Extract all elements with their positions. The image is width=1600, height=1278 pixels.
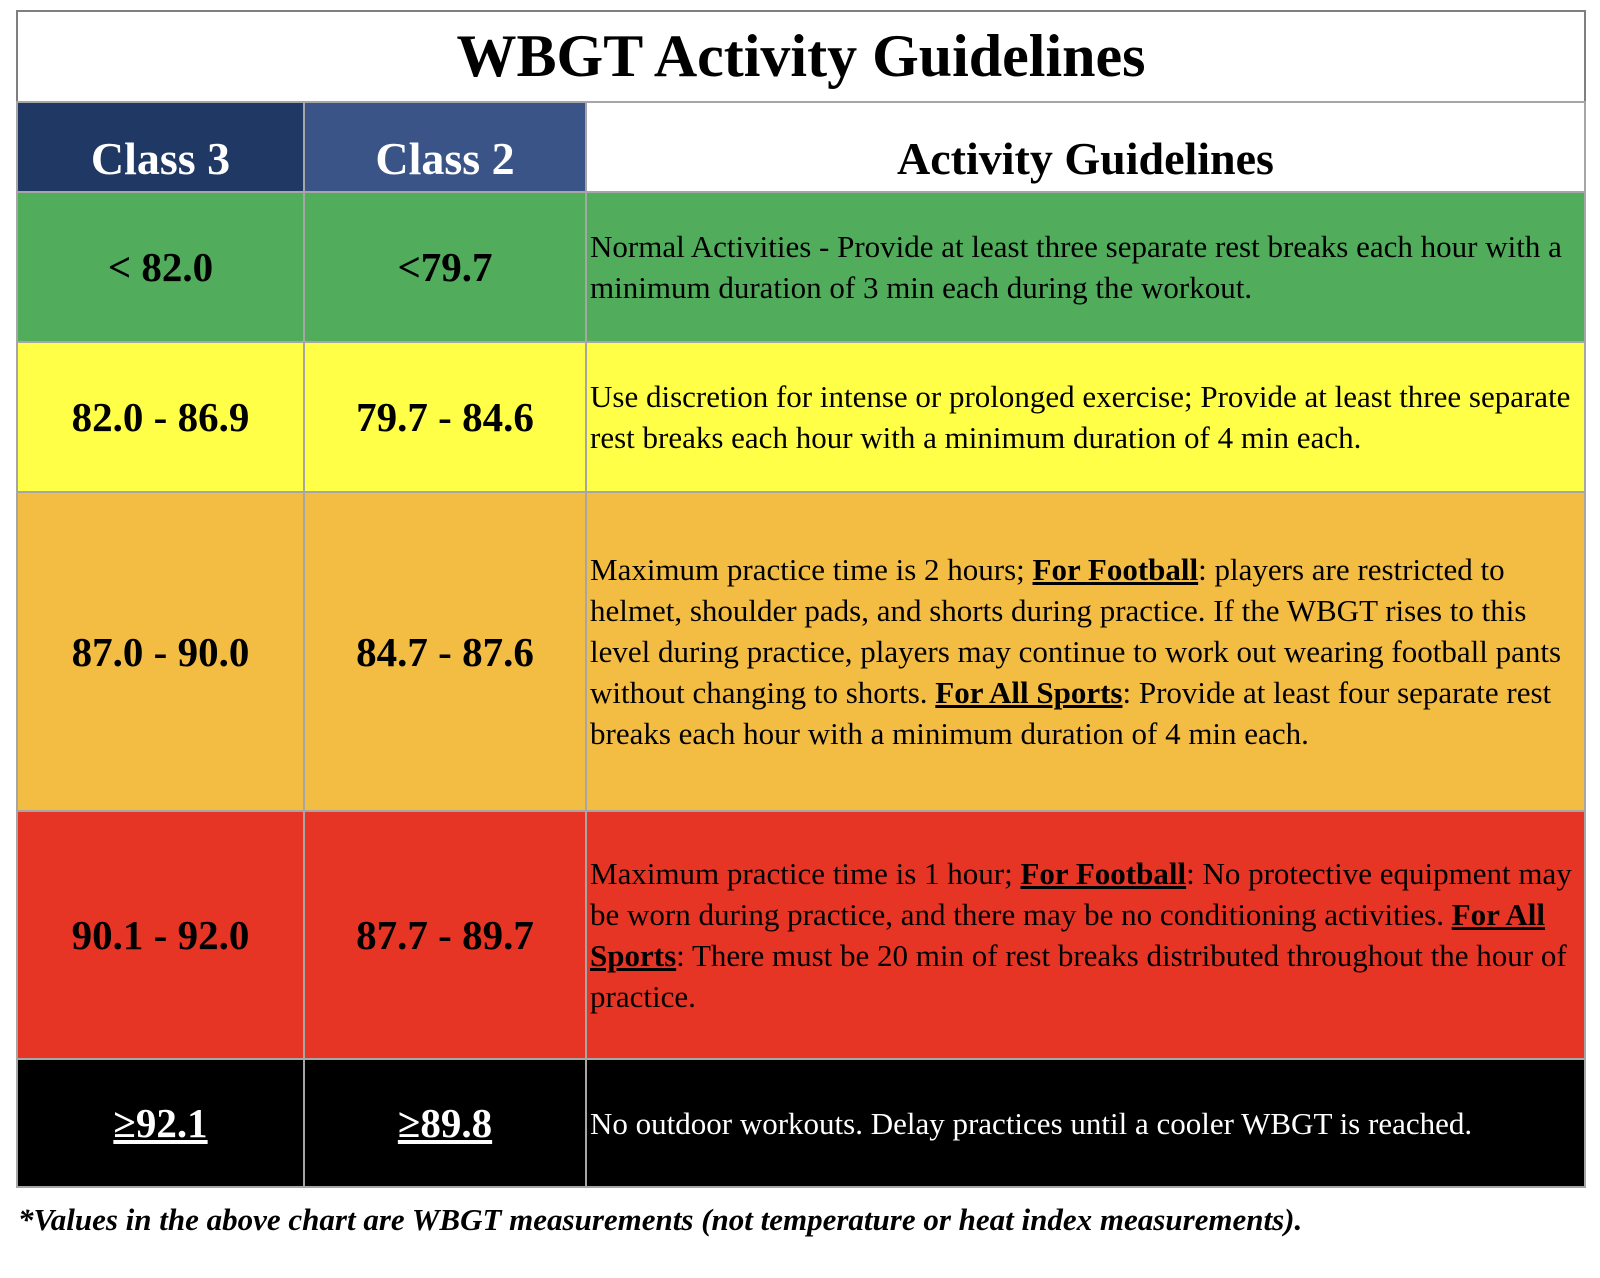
class2-header-label: Class 2 [375,133,515,184]
guideline-text: No outdoor workouts. Delay practices until a cooler WBGT is reached. [590,1105,1473,1141]
table-row [17,1059,1585,1187]
activity-guideline [586,492,1585,811]
activity-guideline [586,1059,1585,1187]
table-row [17,342,1585,492]
activity-header [586,102,1585,192]
activity-header-label: Activity Guidelines [897,133,1274,184]
guidelines-sheet [16,10,1584,1188]
class3-header [17,102,304,192]
header-row [17,102,1585,192]
guideline-text: Normal Activities - Provide at least three separate rest breaks each hour with a minimum duration of 3 min each during the workout. [590,229,1562,305]
guidelines-table [16,10,1586,1188]
class2-value: <79.7 [304,192,586,342]
table-row [17,192,1585,342]
guideline-text: Maximum practice time is 1 hour; [590,856,1021,891]
class3-value: 90.1 - 92.0 [17,811,304,1059]
class2-value: 84.7 - 87.6 [304,492,586,811]
class3-value-text: ≥92.1 [113,1100,208,1146]
guideline-emphasis-football: For Football [1020,856,1187,891]
class2-header [304,102,586,192]
guideline-emphasis-football: For Football [1032,552,1199,587]
class2-value: 87.7 - 89.7 [304,811,586,1059]
guideline-text: : No protective equipment may be worn during practice, and there may be no conditioning activities. [590,856,1572,932]
table-row [17,492,1585,811]
activity-guideline [586,811,1585,1059]
guideline-emphasis-all-sports: For All Sports [590,897,1545,973]
guideline-text: Use discretion for intense or prolonged exercise; Provide at least three separate rest breaks each hour with a minimum duration of 4 min each. [590,379,1571,455]
class2-value: 79.7 - 84.6 [304,342,586,492]
class2-value [304,1059,586,1187]
guideline-text: Maximum practice time is 2 hours; [590,552,1033,587]
guideline-text: : There must be 20 min of rest breaks distributed throughout the hour of practice. [590,938,1567,1014]
class3-value: 82.0 - 86.9 [17,342,304,492]
activity-guideline [586,342,1585,492]
class3-header-label: Class 3 [90,133,231,184]
class3-value [17,1059,304,1187]
title-row [17,11,1585,102]
footnote: *Values in the above chart are WBGT measurements (not temperature or heat index measurements). [18,1202,1303,1237]
guideline-emphasis-all-sports: For All Sports [935,675,1123,710]
class2-value-text: ≥89.8 [397,1100,493,1146]
guideline-text: : players are restricted to helmet, shoulder pads, and shorts during practice. If the WBGT rises to this level during practice, players may continue to work out wearing football pants without changing to shorts. [590,552,1562,710]
class3-value: 87.0 - 90.0 [17,492,304,811]
guideline-text: : Provide at least four separate rest breaks each hour with a minimum duration of 4 min each. [590,675,1552,751]
table-row [17,811,1585,1059]
activity-guideline [586,192,1585,342]
class3-value: < 82.0 [17,192,304,342]
table-title: WBGT Activity Guidelines [17,11,1585,102]
